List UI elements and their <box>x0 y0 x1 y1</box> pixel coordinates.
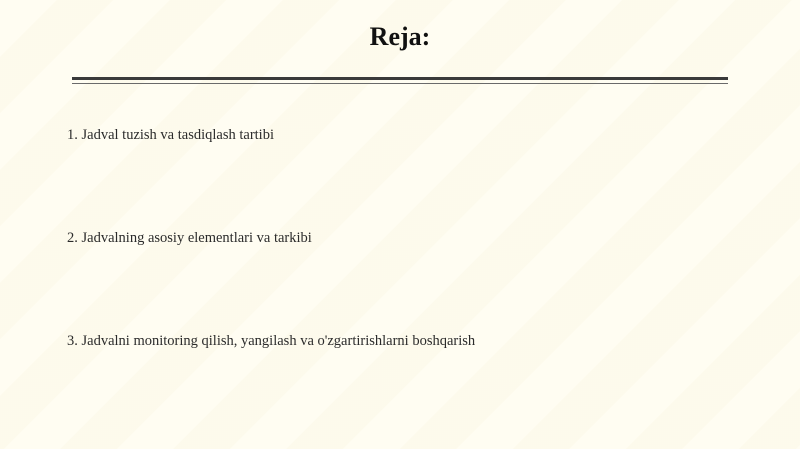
plan-item-2: 2. Jadvalning asosiy elementlari va tarkibi <box>67 230 312 246</box>
slide-title: Reja: <box>369 22 431 51</box>
plan-item-3: 3. Jadvalni monitoring qilish, yangilash va o'zgartirishlarni boshqarish <box>67 333 476 349</box>
plan-item-1: 1. Jadval tuzish va tasdiqlash tartibi <box>67 127 274 143</box>
title-divider-thin <box>72 83 728 84</box>
title-divider-thick <box>72 77 728 80</box>
